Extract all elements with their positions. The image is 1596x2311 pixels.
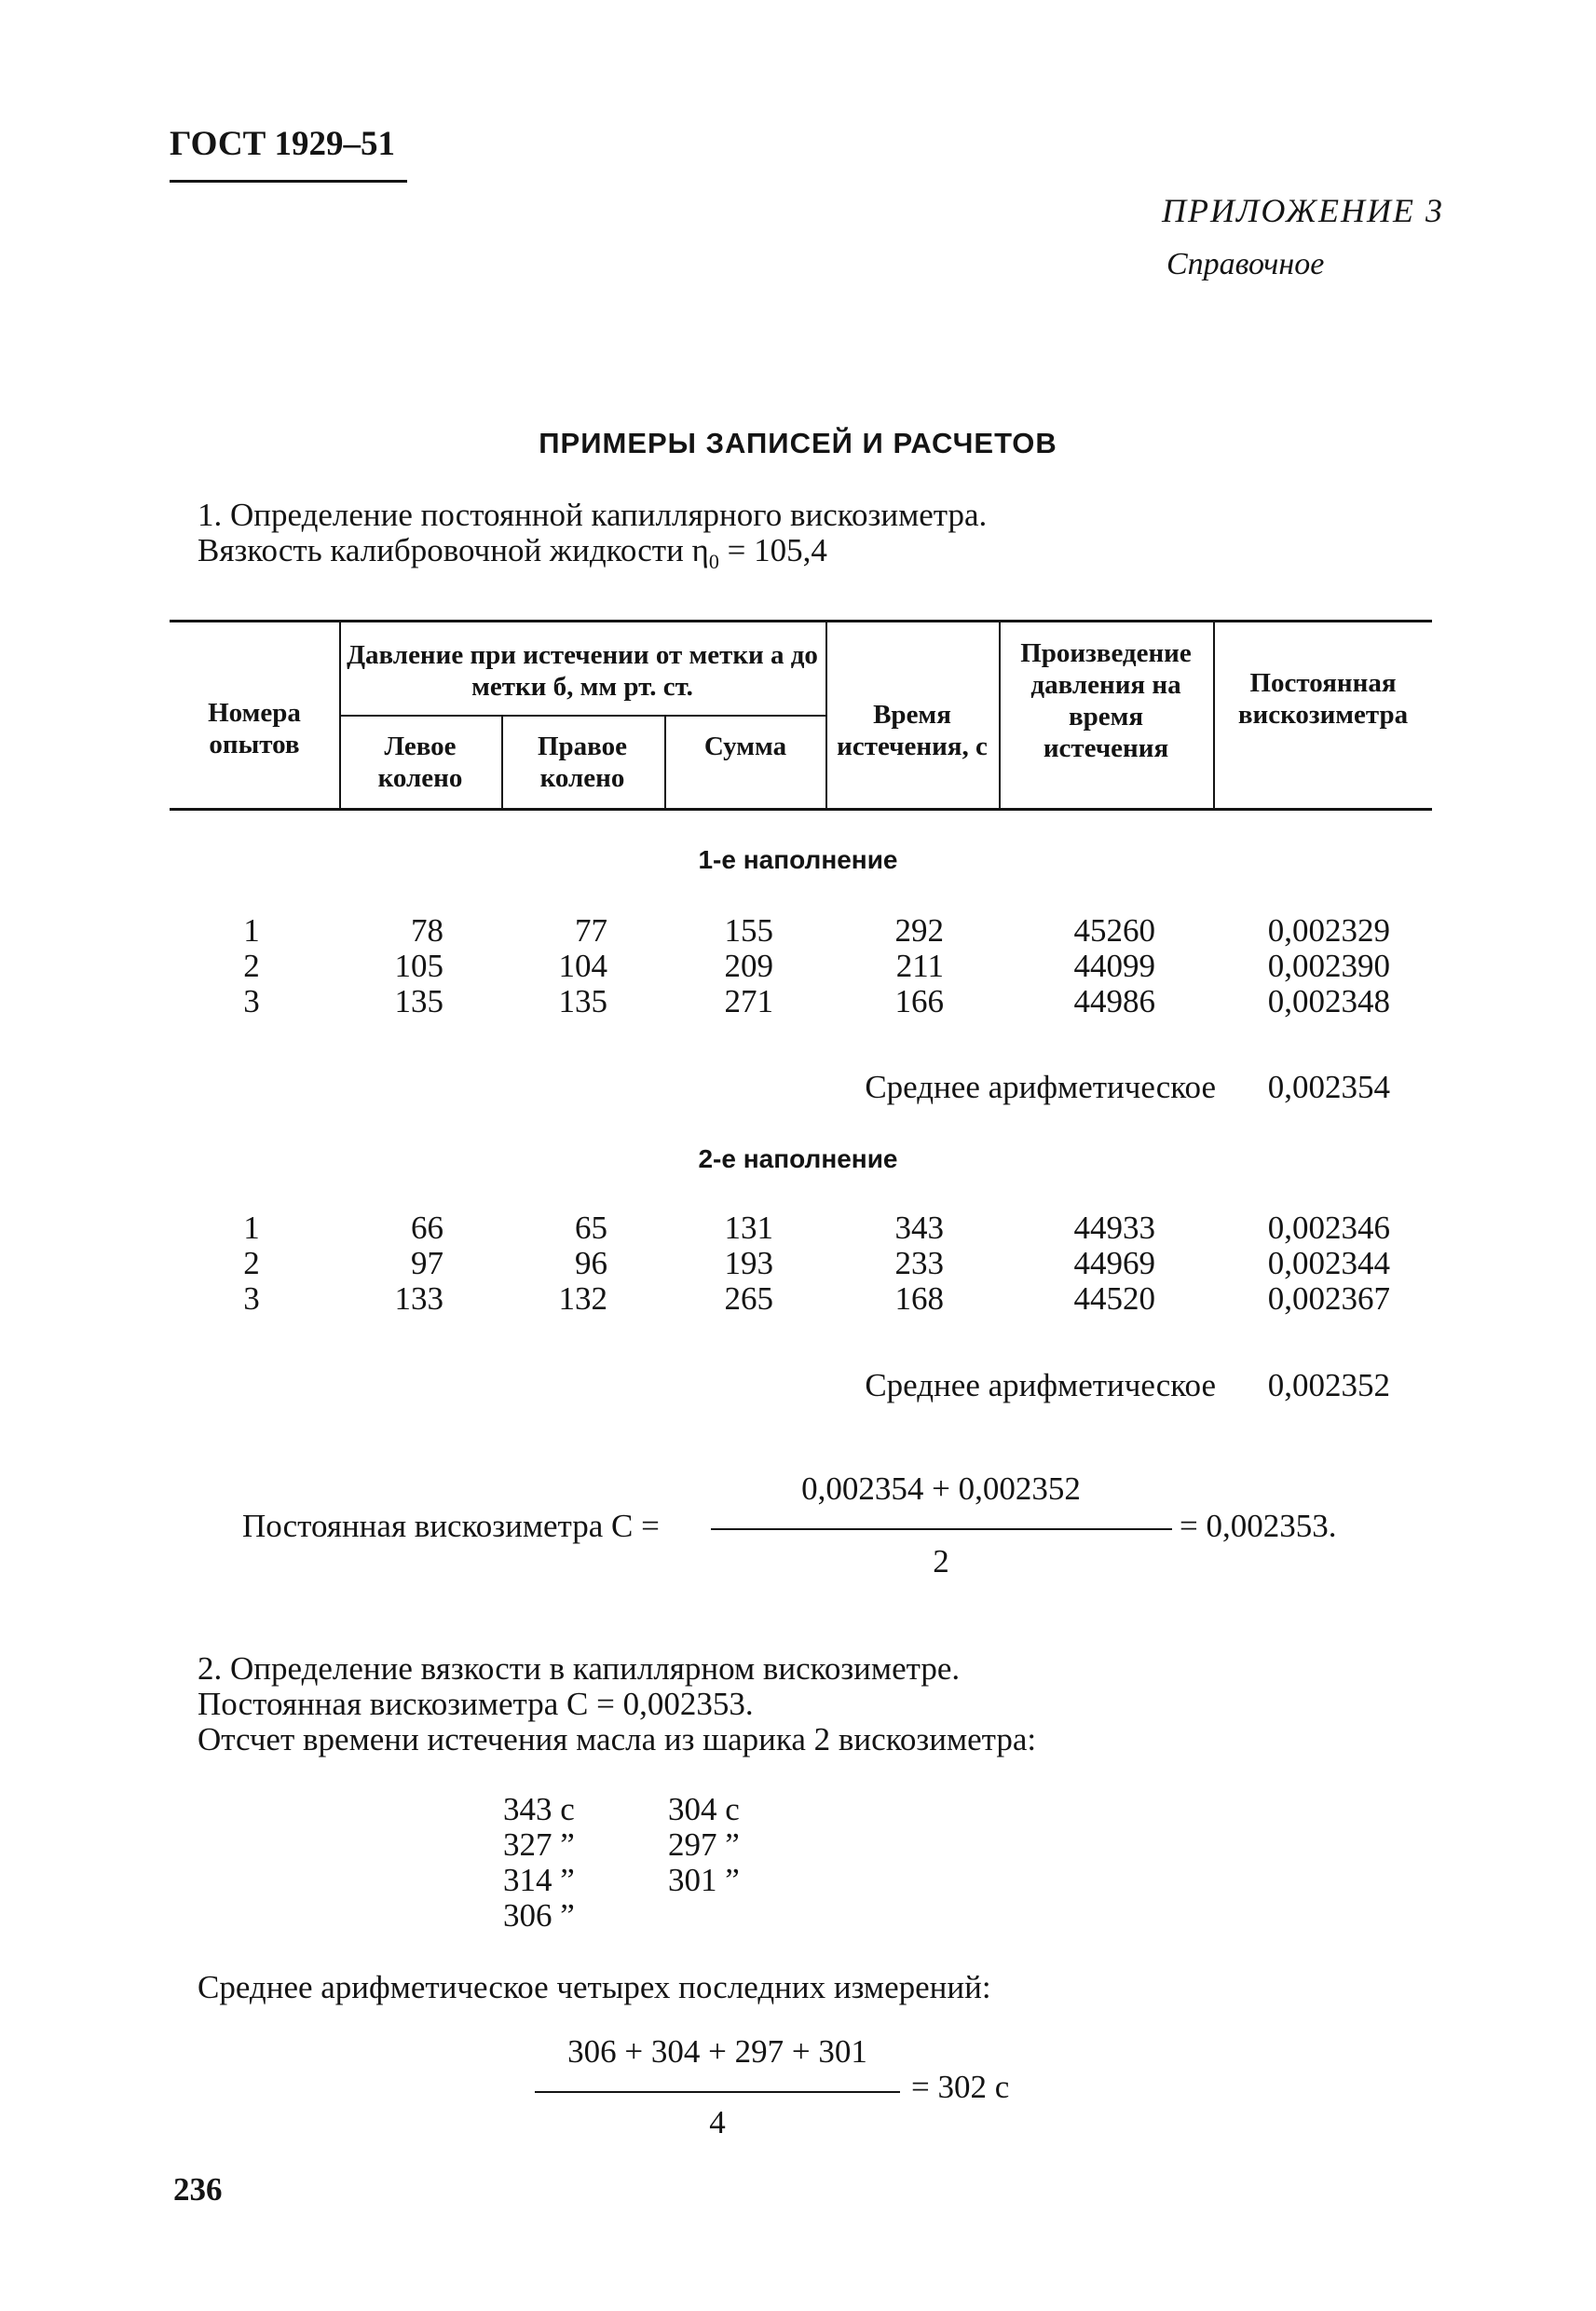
- cell-right: 104: [558, 948, 607, 984]
- fill2-heading: 2-е наполнение: [698, 1144, 898, 1173]
- cell-constant: 0,002346: [1267, 1210, 1390, 1246]
- time-value: 327 ”: [503, 1826, 575, 1863]
- section1-heading: 1. Определение постоянной капиллярного вискозиметра.: [198, 497, 988, 533]
- fill1-mean-label: Среднее арифметическое: [865, 1069, 1216, 1105]
- formula1-result: = 0,002353.: [1180, 1508, 1337, 1544]
- formula1-fraction-bar: [711, 1528, 1172, 1530]
- fill2-mean-label: Среднее арифметическое: [865, 1367, 1216, 1403]
- time-value: 306 ”: [503, 1897, 575, 1934]
- header-underline: [170, 180, 407, 183]
- cell-left: 105: [394, 948, 443, 984]
- cell-run: 1: [243, 912, 260, 949]
- pressure-subheader-rule: [339, 715, 825, 717]
- cell-run: 1: [243, 1210, 260, 1246]
- cell-sum: 265: [724, 1280, 773, 1317]
- cell-sum: 193: [724, 1245, 773, 1281]
- cell-product: 44969: [1073, 1245, 1155, 1281]
- col-sum: Сумма: [703, 732, 787, 761]
- table-top-rule: [170, 620, 1432, 622]
- cell-run: 3: [243, 983, 260, 1019]
- col-run: Номера опытов: [208, 698, 301, 759]
- col-right: Правое колено: [537, 732, 628, 793]
- cell-product: 44933: [1073, 1210, 1155, 1246]
- cell-left: 78: [411, 912, 443, 949]
- cell-left: 66: [411, 1210, 443, 1246]
- cell-run: 3: [243, 1280, 260, 1317]
- section2-heading: 2. Определение вязкости в капиллярном вискозиметре.: [198, 1650, 961, 1687]
- cell-run: 2: [243, 1245, 260, 1281]
- formula2-numerator: 306 + 304 + 297 + 301: [567, 2033, 867, 2070]
- calibration-viscosity: [198, 532, 827, 574]
- cell-constant: 0,002344: [1267, 1245, 1390, 1281]
- cell-time: 168: [894, 1280, 944, 1317]
- viscosity-value: = 105,4: [727, 532, 827, 568]
- cell-constant: 0,002367: [1267, 1280, 1390, 1317]
- col-constant: Постоянная вискозиметра: [1237, 668, 1409, 730]
- appendix-label: ПРИЛОЖЕНИЕ 3: [1162, 192, 1444, 229]
- section2-timing: Отсчет времени истечения масла из шарика 2 вискозиметра:: [198, 1721, 1037, 1757]
- table-vline: [1213, 622, 1215, 808]
- formula1-label: Постоянная вискозиметра C =: [242, 1508, 660, 1544]
- fill1-mean-value: 0,002354: [1267, 1069, 1390, 1105]
- cell-right: 135: [558, 983, 607, 1019]
- cell-run: 2: [243, 948, 260, 984]
- time-value: 343 с: [503, 1791, 575, 1827]
- col-pressure: Давление при истечении от метки а до метки б, мм рт. ст.: [347, 640, 818, 702]
- time-value: 301 ”: [668, 1862, 740, 1898]
- cell-time: 343: [894, 1210, 944, 1246]
- cell-product: 44986: [1073, 983, 1155, 1019]
- cell-constant: 0,002348: [1267, 983, 1390, 1019]
- section2-mean-text: Среднее арифметическое четырех последних измерений:: [198, 1969, 991, 2005]
- formula1-denominator: 2: [933, 1543, 949, 1579]
- cell-constant: 0,002329: [1267, 912, 1390, 949]
- section2-constant: Постоянная вискозиметра C = 0,002353.: [198, 1686, 754, 1722]
- cell-product: 44099: [1073, 948, 1155, 984]
- table-vline: [825, 622, 827, 808]
- cell-left: 135: [394, 983, 443, 1019]
- fill2-mean-value: 0,002352: [1267, 1367, 1390, 1403]
- viscosity-label: Вязкость калибровочной жидкости η: [198, 532, 709, 568]
- formula2-result: = 302 с: [911, 2069, 1010, 2105]
- cell-right: 132: [558, 1280, 607, 1317]
- appendix-type: Справочное: [1166, 247, 1325, 281]
- cell-left: 97: [411, 1245, 443, 1281]
- cell-sum: 271: [724, 983, 773, 1019]
- page-title: ПРИМЕРЫ ЗАПИСЕЙ И РАСЧЕТОВ: [539, 427, 1057, 459]
- fill1-heading: 1-е наполнение: [698, 845, 898, 874]
- page-number: 236: [173, 2171, 223, 2208]
- cell-right: 77: [575, 912, 607, 949]
- time-value: 314 ”: [503, 1862, 575, 1898]
- cell-time: 211: [895, 948, 944, 984]
- table-vline: [999, 622, 1001, 808]
- cell-sum: 155: [724, 912, 773, 949]
- col-time: Время истечения, с: [837, 700, 988, 761]
- formula1-numerator: 0,002354 + 0,002352: [801, 1470, 1081, 1507]
- cell-constant: 0,002390: [1267, 948, 1390, 984]
- standard-number: ГОСТ 1929–51: [170, 125, 395, 163]
- cell-product: 45260: [1073, 912, 1155, 949]
- time-value: 297 ”: [668, 1826, 740, 1863]
- cell-time: 292: [894, 912, 944, 949]
- cell-right: 96: [575, 1245, 607, 1281]
- cell-product: 44520: [1073, 1280, 1155, 1317]
- formula2-denominator: 4: [709, 2104, 726, 2140]
- cell-left: 133: [394, 1280, 443, 1317]
- cell-time: 166: [894, 983, 944, 1019]
- col-left: Левое колено: [377, 732, 463, 793]
- viscosity-subscript: 0: [708, 550, 719, 573]
- table-header-bottom-rule: [170, 808, 1432, 811]
- cell-sum: 131: [724, 1210, 773, 1246]
- cell-time: 233: [894, 1245, 944, 1281]
- cell-sum: 209: [724, 948, 773, 984]
- formula2-fraction-bar: [535, 2091, 900, 2093]
- cell-right: 65: [575, 1210, 607, 1246]
- col-product: Произведение давления на время истечения: [1020, 638, 1192, 763]
- time-value: 304 с: [668, 1791, 740, 1827]
